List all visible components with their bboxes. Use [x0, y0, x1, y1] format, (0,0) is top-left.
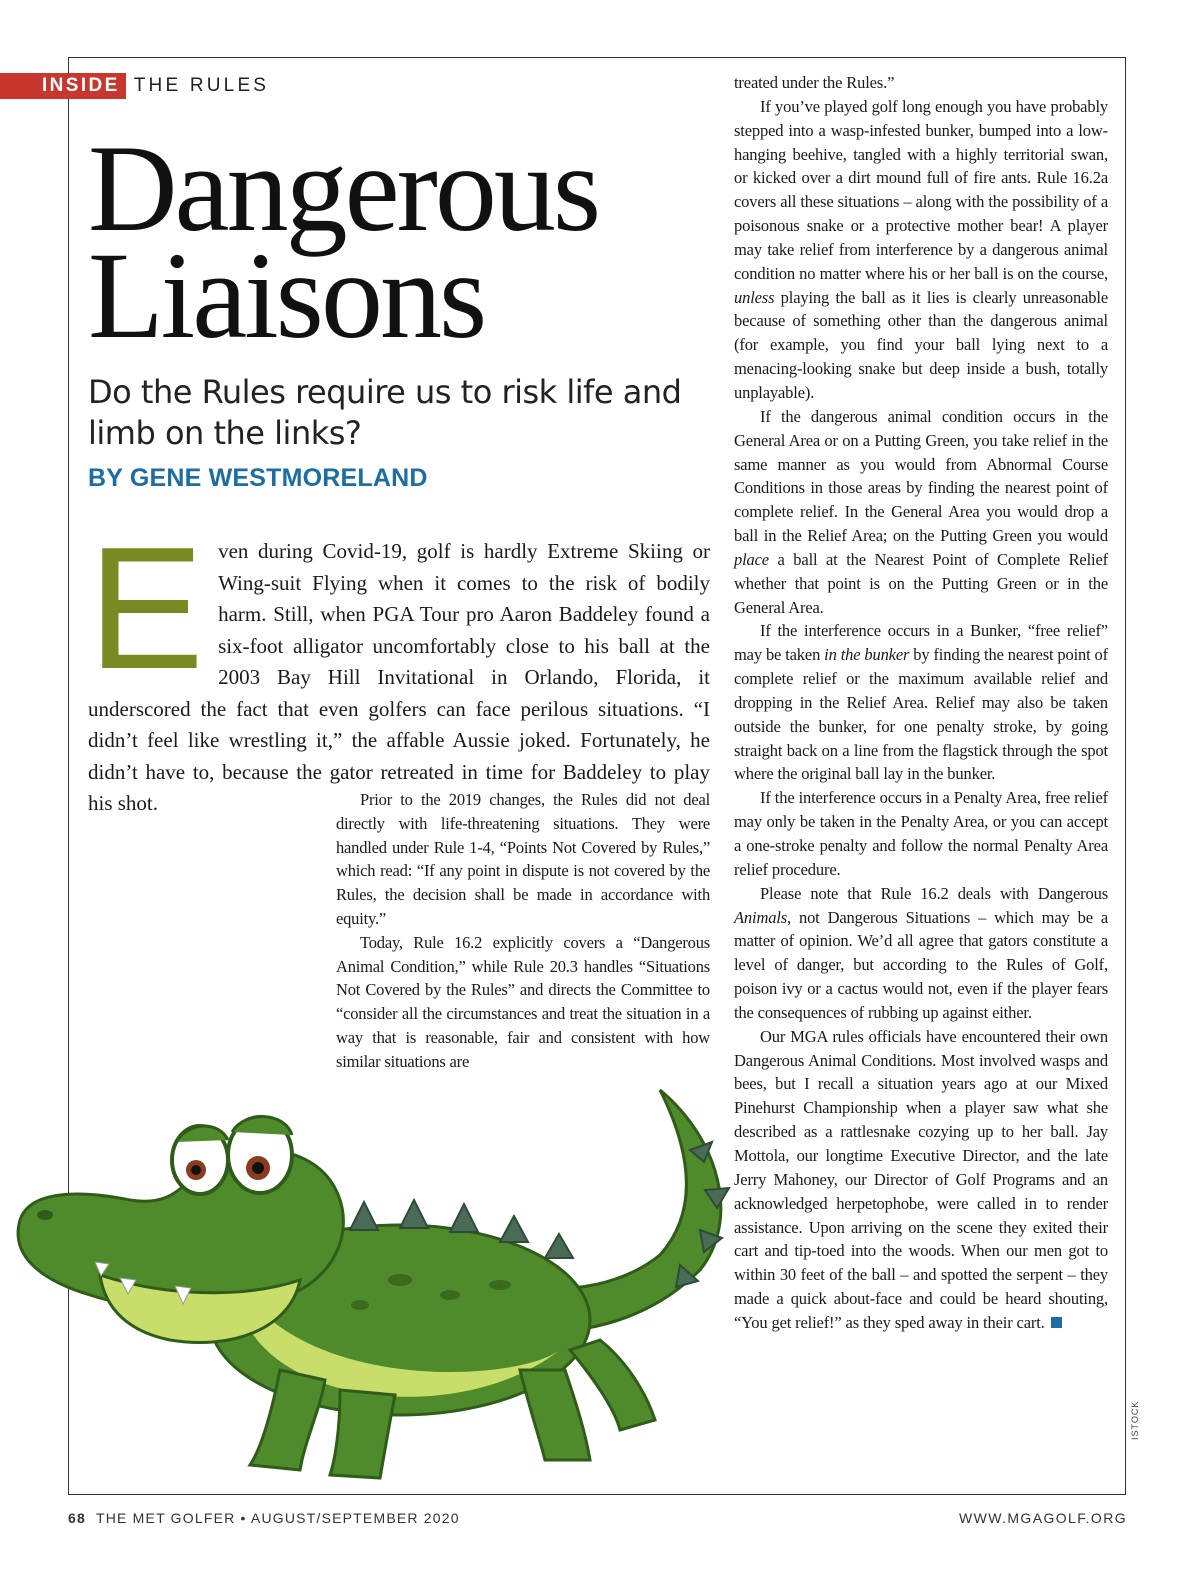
headline-line-1: Dangerous [88, 120, 599, 257]
text-run: If the dangerous animal condition occurs in the General Area or on a Putting Green, you take relief in the same manner as you would from Abnormal Course Conditions in those areas by finding the nearest point of complete relief. In the General Area you would drop a ball in the Relief Area; on the Putting Green you would [734, 406, 1108, 546]
text-run: a ball at the Nearest Point of Complete Relief whether that point is on the Putting Green or in the General Area. [734, 549, 1108, 617]
section-tag [0, 73, 269, 99]
text-run: by finding the nearest point of complete relief or the maximum available relief and dropping in the Relief Area. Relief may also be taken outside the bunker, for one penalty stroke, by going straight back on a line from the flagstick through the spot where the original ball lay in the bunker. [734, 645, 1108, 784]
right-column [734, 71, 1108, 1335]
body-paragraph [734, 405, 1108, 620]
body-paragraph [734, 95, 1108, 405]
byline: BY GENE WESTMORELAND [88, 464, 428, 492]
body-paragraph [734, 882, 1108, 1025]
page-number: 68 [68, 1510, 86, 1526]
text-run: Our MGA rules officials have encountered their own Dangerous Animal Conditions. Most involved wasps and bees, but I recall a situation years ago at our Mixed Pinehurst Championship when a player saw what she described as a rattlesnake cozying up to her ball. Jay Mottola, our longtime Executive Director, and the late Jerry Mahoney, our Director of Golf Programs and an acknowledged herpetophobe, were called in to render assistance. Upon arriving on the scene they exited their cart and tip-toed into the woods. When our men got to within 30 feet of the ball – and spotted the serpent – they made a quick about-face and could be heard shouting, “You get relief!” as they sped away in their cart. [734, 1026, 1108, 1332]
emphasis: Animals [734, 907, 788, 927]
section-tag-rules: THE RULES [133, 75, 270, 96]
body-paragraph [734, 1025, 1108, 1335]
emphasis: place [734, 549, 769, 569]
body-paragraph: treated under the Rules.” [734, 73, 895, 92]
text-run: Please note that Rule 16.2 deals with Dangerous [760, 883, 1108, 903]
body-paragraph: Today, Rule 16.2 explicitly covers a “Dangerous Animal Condition,” while Rule 20.3 handles “Situations Not Covered by the Rules” and directs the Committee to “consider all the circumstances and treat the situation in a way that is reasonable, fair and consistent with how similar situations are [336, 932, 710, 1071]
middle-column [336, 788, 710, 1074]
footer-folio [68, 1510, 460, 1526]
text-run: If the interference occurs in a Bunker, “free relief” may be taken [734, 621, 1108, 665]
section-tag-inside: INSIDE [0, 73, 126, 99]
lead-text: ven during Covid-19, golf is hardly Extreme Skiing or Wing-suit Flying when it comes to the risk of bodily harm. Still, when PGA Tour pro Aaron Baddeley found a six-foot alligator uncomfortably close to his ball at the 2003 Bay Hill Invitational in Orlando, Florida, it underscored the fact that even golfers can face perilous situations. “I didn’t feel like wrestling it,” the affable Aussie joked. Fortunately, he didn’t have to, because the gator retreated in time for Baddeley to play his shot. [88, 539, 710, 815]
headline-line-2: Liaisons [88, 227, 485, 364]
alligator-illustration [0, 1080, 760, 1500]
emphasis: in the bunker [824, 645, 910, 665]
photo-credit: ISTOCK [1130, 1400, 1140, 1440]
footer-website: WWW.MGAGOLF.ORG [959, 1510, 1127, 1526]
text-run: If you’ve played golf long enough you have probably stepped into a wasp-infested bunker, bumped into a low-hanging beehive, tangled with a highly territorial swan, or kicked over a dirt mound full of fire ants. Rule 16.2a covers all these situations – along with the possibility of a poisonous snake or a protective mother bear! A player may take relief from interference by a dangerous animal condition no matter where his or her ball is on the course, [734, 96, 1108, 283]
drop-cap: E [88, 510, 205, 705]
publication-line: THE MET GOLFER • AUGUST/SEPTEMBER 2020 [95, 1510, 460, 1526]
body-paragraph: If the interference occurs in a Penalty Area, free relief may only be taken in the Penalty Area, or you can accept a one-stroke penalty and follow the normal Penalty Area relief procedure. [734, 788, 1108, 879]
text-run: , not Dangerous Situations – which may be a matter of opinion. We’d all agree that gators constitute a level of danger, but according to the Rules of Golf, poison ivy or a cactus would not, even if the player fears the consequences of rubbing up against either. [734, 907, 1108, 1022]
body-paragraph: Prior to the 2019 changes, the Rules did not deal directly with life-threatening situations. They were handled under Rule 1-4, “Points Not Covered by Rules,” which read: “If any point in dispute is not covered by the Rules, the decision shall be made in accordance with equity.” [336, 790, 710, 928]
lead-paragraph [88, 510, 710, 820]
headline [88, 120, 708, 364]
end-mark-icon [1051, 1317, 1062, 1328]
deck-subtitle: Do the Rules require us to risk life and limb on the links? [88, 373, 682, 452]
emphasis: unless [734, 287, 775, 307]
text-run: playing the ball as it lies is clearly unreasonable because of something other than the dangerous animal (for example, you find your ball lying next to a menacing-looking snake but deep inside a bush, totally unplayable). [734, 287, 1108, 402]
body-paragraph [734, 619, 1108, 786]
